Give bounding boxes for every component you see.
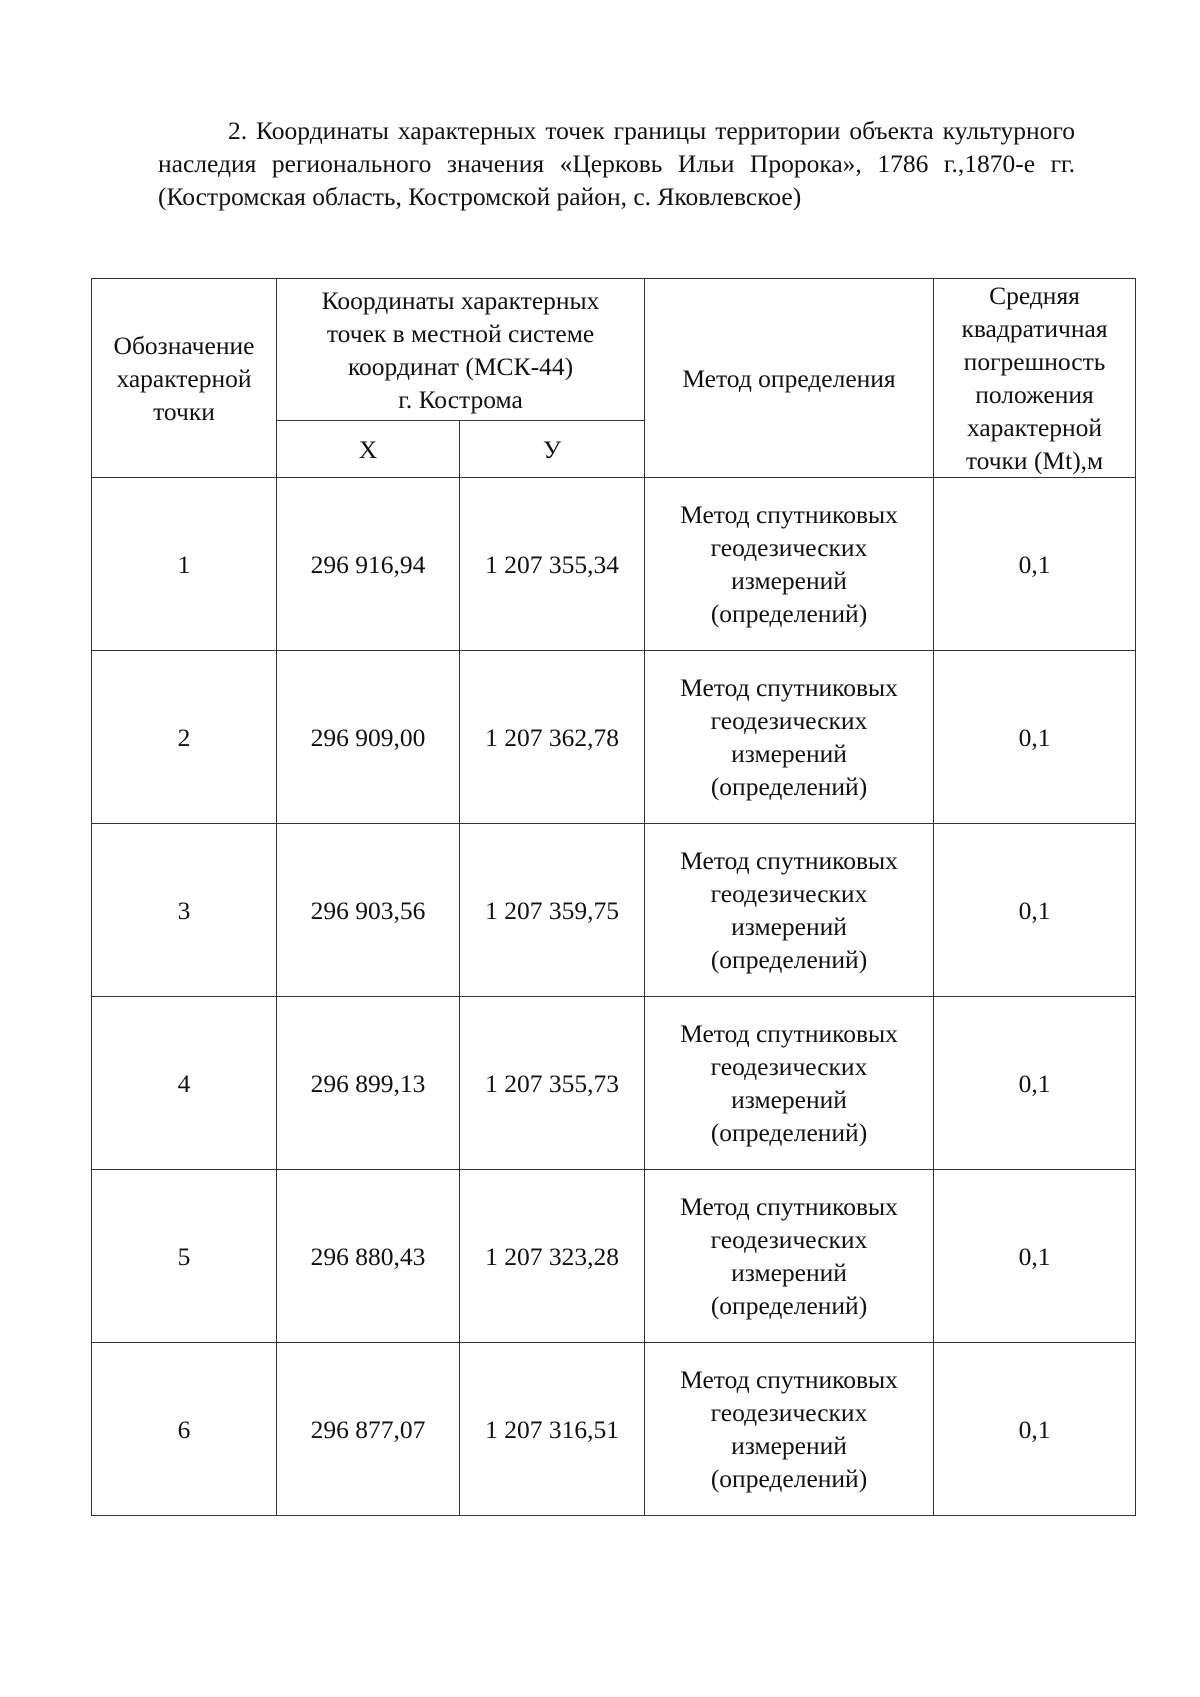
cell-error: 0,1 — [934, 651, 1136, 824]
cell-x: 296 916,94 — [277, 478, 460, 651]
cell-point: 5 — [92, 1170, 277, 1343]
header-y: У — [460, 421, 645, 478]
cell-y: 1 207 316,51 — [460, 1343, 645, 1516]
cell-y: 1 207 323,28 — [460, 1170, 645, 1343]
header-coordinates: Координаты характерных точек в местной системе координат (МСК-44) г. Кострома — [277, 279, 645, 421]
cell-method: Метод спутниковых геодезических измерений (определений) — [645, 478, 934, 651]
cell-x: 296 880,43 — [277, 1170, 460, 1343]
cell-x: 296 877,07 — [277, 1343, 460, 1516]
table-row — [92, 1170, 1136, 1343]
cell-error: 0,1 — [934, 1170, 1136, 1343]
cell-x: 296 909,00 — [277, 651, 460, 824]
cell-error: 0,1 — [934, 824, 1136, 997]
cell-error: 0,1 — [934, 1343, 1136, 1516]
header-x: Х — [277, 421, 460, 478]
cell-method: Метод спутниковых геодезических измерений (определений) — [645, 997, 934, 1170]
document-heading: 2. Координаты характерных точек границы территории объекта культурного наследия регионального значения «Церковь Ильи Пророка», 1786 г.,1870-е гг. (Костромская область, Костромской район, с. Яковлевское) — [158, 116, 1075, 211]
cell-method: Метод спутниковых геодезических измерений (определений) — [645, 824, 934, 997]
cell-point: 1 — [92, 478, 277, 651]
cell-x: 296 903,56 — [277, 824, 460, 997]
table-row — [92, 651, 1136, 824]
cell-method: Метод спутниковых геодезических измерений (определений) — [645, 1170, 934, 1343]
table-row — [92, 1343, 1136, 1516]
cell-point: 4 — [92, 997, 277, 1170]
table-row — [92, 478, 1136, 651]
table-body — [92, 478, 1136, 1516]
cell-method: Метод спутниковых геодезических измерений (определений) — [645, 1343, 934, 1516]
cell-error: 0,1 — [934, 478, 1136, 651]
cell-y: 1 207 359,75 — [460, 824, 645, 997]
cell-y: 1 207 355,73 — [460, 997, 645, 1170]
table-row — [92, 824, 1136, 997]
table-row — [92, 997, 1136, 1170]
cell-error: 0,1 — [934, 997, 1136, 1170]
header-point: Обозначение характерной точки — [92, 279, 277, 478]
header-method: Метод определения — [645, 279, 934, 478]
coordinates-table — [91, 278, 1136, 1516]
cell-point: 3 — [92, 824, 277, 997]
cell-y: 1 207 355,34 — [460, 478, 645, 651]
cell-y: 1 207 362,78 — [460, 651, 645, 824]
header-error: Средняя квадратичная погрешность положения характерной точки (Mt),м — [934, 279, 1136, 478]
cell-x: 296 899,13 — [277, 997, 460, 1170]
table-header-row — [92, 279, 1136, 421]
cell-method: Метод спутниковых геодезических измерений (определений) — [645, 651, 934, 824]
cell-point: 6 — [92, 1343, 277, 1516]
cell-point: 2 — [92, 651, 277, 824]
